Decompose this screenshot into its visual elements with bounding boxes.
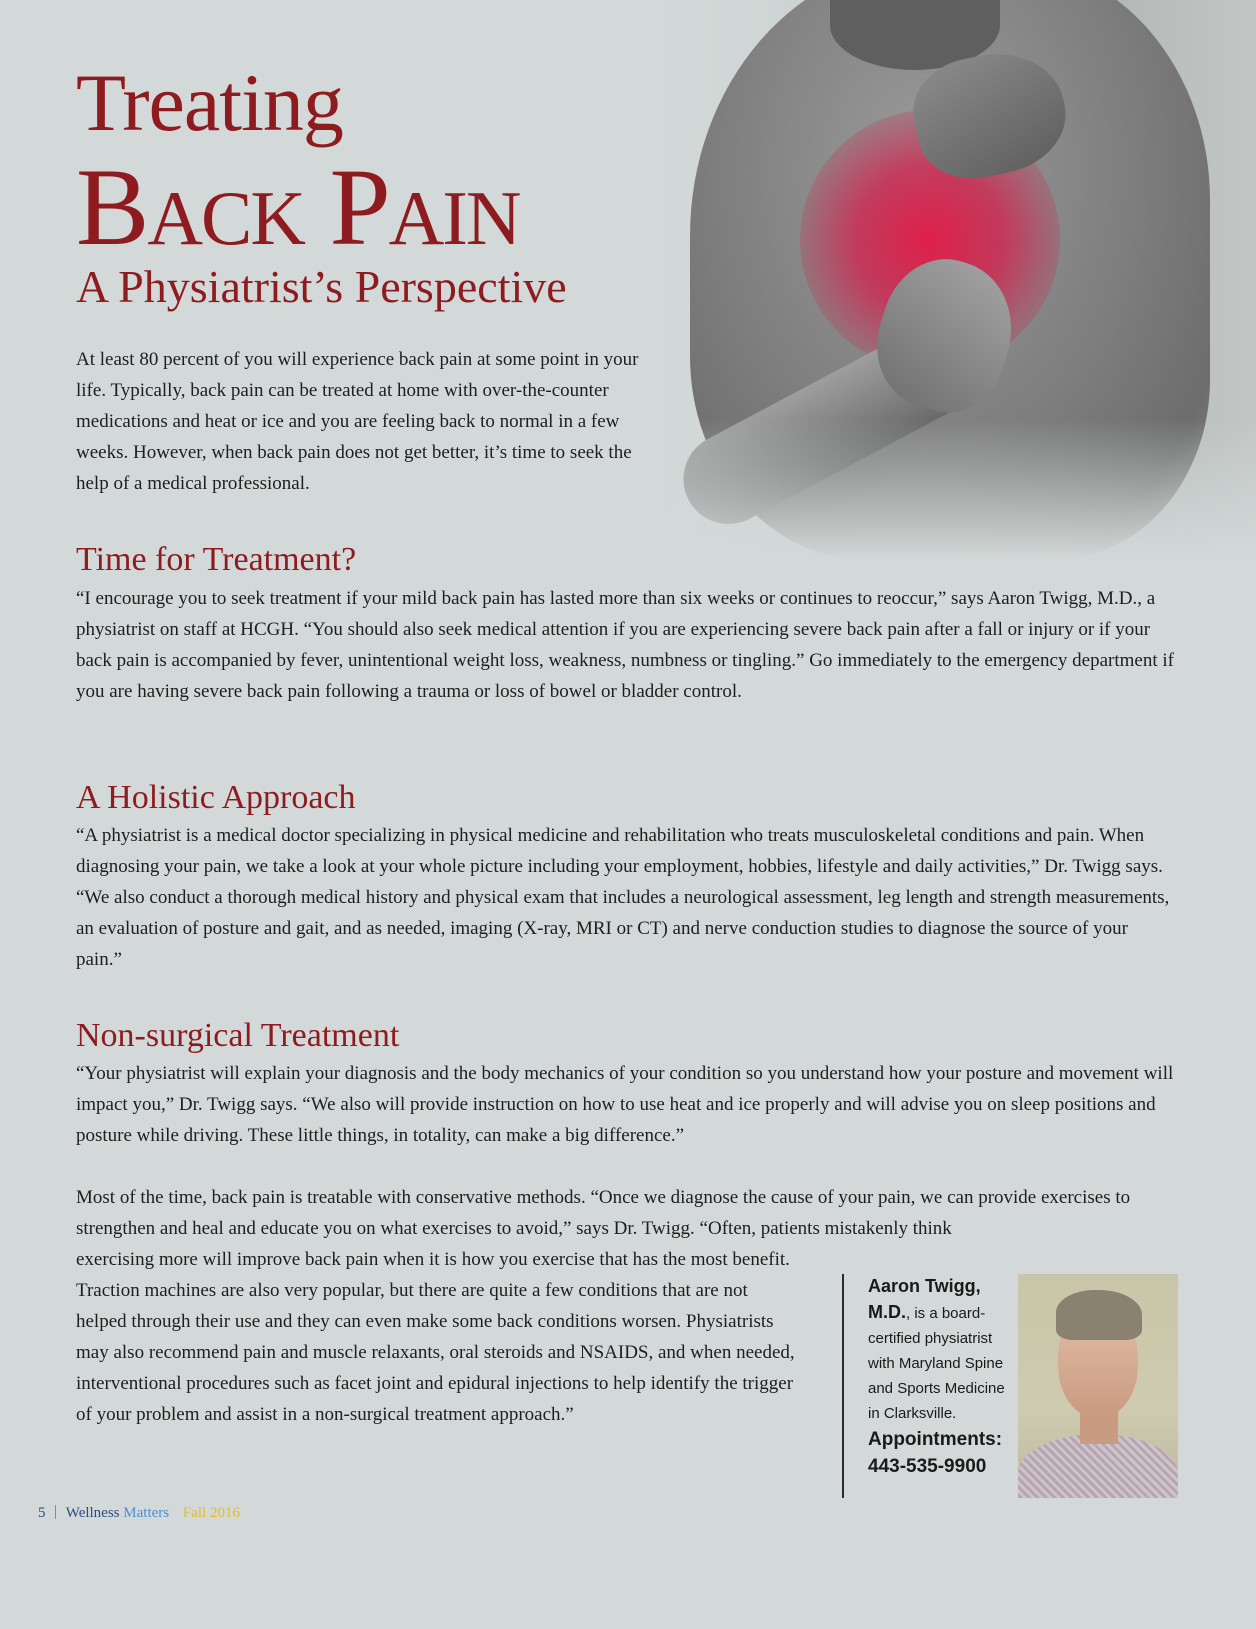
closing-paragraph-part-1: Most of the time, back pain is treatable with conservative methods. “Once we diagnose the cause of your pain, we can provide exercises to strengthen and heal and educate you on what exercises to avoid,” says Dr. Twigg. “Often, patients mistakenly think (76, 1187, 1131, 1239)
footer-magazine-name-part-1: Wellness (65, 1505, 120, 1521)
doctor-portrait-photo (1018, 1274, 1178, 1498)
section-body-holistic-approach: “A physiatrist is a medical doctor specializing in physical medicine and rehabilitation who treats musculoskeletal conditions and pain. When diagnosing your pain, we take a look at your whole picture including your employment, hobbies, lifestyle and daily activities,” Dr. Twigg says. “We also conduct a thorough medical history and physical exam that includes a neurological assessment, leg length and strength measurements, an evaluation of posture and gait, and as needed, imaging (X-ray, MRI or CT) and nerve conduction studies to diagnose the source of your pain.” (76, 825, 1170, 970)
intro-paragraph: At least 80 percent of you will experience back pain at some point in your life. Typically, back pain can be treated at home with over-the-counter medications and heat or ice and you are feeling back to normal in a few weeks. However, when back pain does not get better, it’s time to seek the help of a medical professional. (76, 349, 639, 494)
bio-name: Aaron Twigg, M.D. (868, 1276, 981, 1322)
footer-magazine-name-part-2: Matters (123, 1505, 170, 1521)
hero-image-back-pain (660, 0, 1256, 560)
section-heading-holistic-approach: A Holistic Approach (76, 779, 356, 816)
doctor-bio-box (842, 1274, 1178, 1498)
footer-issue-date: Fall 2016 (182, 1505, 240, 1521)
bio-description: , is a board-certified physiatrist with Maryland Spine and Sports Medicine in Clarksville. (868, 1305, 1005, 1422)
bio-appointments-label: Appointments: (868, 1429, 1003, 1450)
section-body-time-for-treatment: “I encourage you to seek treatment if your mild back pain has lasted more than six weeks or continues to reoccur,” says Aaron Twigg, M.D., a physiatrist on staff at HCGH. “You should also seek medical attention if you are experiencing severe back pain after a fall or injury or if your back pain is accompanied by fever, unintentional weight loss, weakness, numbness or tingling.” Go immediately to the emergency department if you are having severe back pain following a trauma or loss of bowel or bladder control. (76, 588, 1174, 702)
footer-page-number: 5 (38, 1505, 46, 1521)
title-line-1: Treating (76, 57, 343, 148)
bio-text (868, 1274, 1018, 1480)
photo-hair (1056, 1290, 1142, 1340)
bio-phone: 443-535-9900 (868, 1456, 987, 1477)
section-body-non-surgical: “Your physiatrist will explain your diagnosis and the body mechanics of your condition so you understand how your posture and movement will impact you,” Dr. Twigg says. “We also will provide instruction on how to use heat and ice properly and will advise you on sleep positions and posture while driving. These little things, in totality, can make a big difference.” (76, 1063, 1174, 1146)
footer-divider (55, 1505, 56, 1519)
title-subtitle: A Physiatrist’s Perspective (76, 261, 567, 312)
closing-paragraph-part-2: exercising more will improve back pain when it is how you exercise that has the most benefit. Traction machines are also very popular, but there are quite a few conditions that are not helped through their use and they can even make some back conditions worsen. Physiatrists may also recommend pain and muscle relaxants, oral steroids and NSAIDS, and when needed, interventional procedures such as facet joint and epidural injections to help identify the trigger of your problem and assist in a non-surgical treatment approach.” (76, 1249, 795, 1425)
page-footer (38, 1503, 240, 1523)
title-line-2: Back Pain (76, 146, 520, 268)
section-heading-non-surgical: Non-surgical Treatment (76, 1017, 400, 1054)
section-heading-time-for-treatment: Time for Treatment? (76, 541, 357, 578)
